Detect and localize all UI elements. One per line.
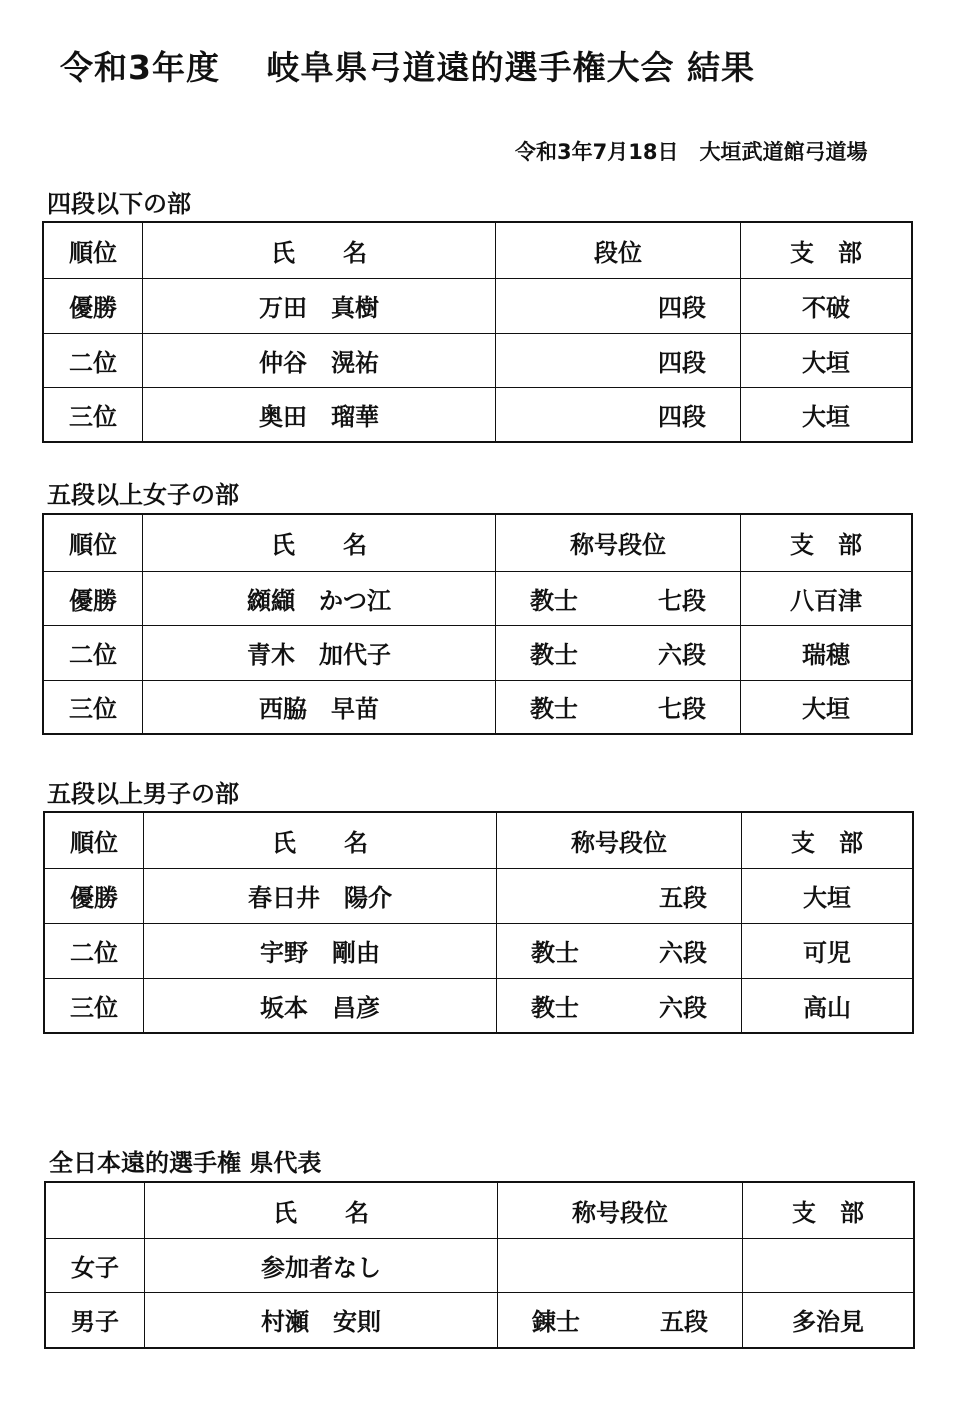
branch-cell bbox=[743, 1238, 915, 1292]
dan-value: 四段 bbox=[658, 402, 706, 431]
dan-cell bbox=[496, 278, 741, 333]
table-header-row bbox=[43, 222, 912, 278]
header-name: 氏 名 bbox=[144, 812, 497, 868]
section-title-dan5-men: 五段以上男子の部 bbox=[47, 780, 239, 808]
dan-cell bbox=[496, 333, 741, 387]
branch-cell: 八百津 bbox=[741, 571, 913, 625]
dan-value: 六段 bbox=[659, 993, 707, 1022]
rank-cell: 三位 bbox=[43, 387, 143, 442]
name-cell: 宇野 剛由 bbox=[144, 923, 497, 978]
name-cell: 坂本 昌彦 bbox=[144, 978, 497, 1033]
name-cell: 万田 真樹 bbox=[143, 278, 496, 333]
header-branch: 支 部 bbox=[742, 812, 914, 868]
title-dan-cell bbox=[498, 1238, 743, 1292]
header-title-dan: 称号段位 bbox=[496, 514, 741, 571]
category-cell: 女子 bbox=[45, 1238, 145, 1292]
title-value: 教士 bbox=[531, 939, 579, 967]
title-dan-cell bbox=[498, 1292, 743, 1348]
results-table-dan5-women bbox=[42, 513, 913, 735]
name-cell: 纐纈 かつ江 bbox=[143, 571, 496, 625]
dan-value: 五段 bbox=[659, 884, 707, 912]
header-rank: 順位 bbox=[44, 812, 144, 868]
name-cell: 奥田 瑠華 bbox=[143, 387, 496, 442]
table-row bbox=[45, 1292, 914, 1348]
title-value: 錬士 bbox=[532, 1308, 580, 1337]
dan-cell bbox=[496, 387, 741, 442]
section-title-all-japan-rep: 全日本遠的選手権 県代表 bbox=[49, 1149, 322, 1177]
section-title-dan4-below: 四段以下の部 bbox=[47, 190, 191, 218]
title-value: 教士 bbox=[530, 695, 578, 724]
table-row bbox=[43, 387, 912, 442]
name-cell: 春日井 陽介 bbox=[144, 868, 497, 923]
name-cell: 青木 加代子 bbox=[143, 625, 496, 680]
table-row bbox=[43, 680, 912, 734]
branch-cell: 高山 bbox=[742, 978, 914, 1033]
branch-cell: 可児 bbox=[742, 923, 914, 978]
header-name: 氏 名 bbox=[145, 1182, 498, 1238]
title-value: 教士 bbox=[530, 641, 578, 669]
table-row bbox=[43, 278, 912, 333]
table-row bbox=[43, 333, 912, 387]
table-row bbox=[43, 571, 912, 625]
rank-cell: 優勝 bbox=[43, 571, 143, 625]
category-cell: 男子 bbox=[45, 1292, 145, 1348]
branch-cell: 大垣 bbox=[741, 333, 913, 387]
table-row bbox=[44, 923, 913, 978]
branch-cell: 大垣 bbox=[741, 680, 913, 734]
header-branch: 支 部 bbox=[741, 222, 913, 278]
results-table-dan4-below bbox=[42, 221, 913, 443]
dan-value: 四段 bbox=[658, 294, 706, 322]
results-table-dan5-men bbox=[43, 811, 914, 1034]
dan-value: 七段 bbox=[658, 695, 706, 724]
table-header-row bbox=[44, 812, 913, 868]
table-row bbox=[45, 1238, 914, 1292]
section-title-dan5-women: 五段以上女子の部 bbox=[47, 481, 239, 509]
title-value: 教士 bbox=[530, 586, 578, 615]
rank-cell: 優勝 bbox=[43, 278, 143, 333]
table-header-row bbox=[45, 1182, 914, 1238]
name-cell: 村瀬 安則 bbox=[145, 1292, 498, 1348]
header-name: 氏 名 bbox=[143, 222, 496, 278]
title-dan-cell bbox=[496, 680, 741, 734]
header-dan: 段位 bbox=[496, 222, 741, 278]
branch-cell: 大垣 bbox=[742, 868, 914, 923]
branch-cell: 瑞穂 bbox=[741, 625, 913, 680]
title-value: 教士 bbox=[531, 993, 579, 1022]
header-title-dan: 称号段位 bbox=[498, 1182, 743, 1238]
table-row bbox=[43, 625, 912, 680]
table-row bbox=[44, 868, 913, 923]
rank-cell: 二位 bbox=[43, 625, 143, 680]
dan-value: 五段 bbox=[660, 1308, 708, 1337]
results-table-all-japan-rep bbox=[44, 1181, 915, 1349]
branch-cell: 不破 bbox=[741, 278, 913, 333]
dan-value: 四段 bbox=[658, 348, 706, 377]
table-header-row bbox=[43, 514, 912, 571]
dan-value: 七段 bbox=[658, 586, 706, 615]
branch-cell: 多治見 bbox=[743, 1292, 915, 1348]
header-empty bbox=[45, 1182, 145, 1238]
title-dan-cell bbox=[497, 978, 742, 1033]
date-venue: 令和3年7月18日 大垣武道館弓道場 bbox=[515, 140, 868, 164]
header-name: 氏 名 bbox=[143, 514, 496, 571]
header-branch: 支 部 bbox=[743, 1182, 915, 1238]
rank-cell: 優勝 bbox=[44, 868, 144, 923]
title-dan-cell bbox=[496, 571, 741, 625]
title-dan-cell bbox=[497, 868, 742, 923]
header-rank: 順位 bbox=[43, 514, 143, 571]
rank-cell: 三位 bbox=[44, 978, 144, 1033]
header-title-dan: 称号段位 bbox=[497, 812, 742, 868]
name-cell: 仲谷 滉祐 bbox=[143, 333, 496, 387]
rank-cell: 三位 bbox=[43, 680, 143, 734]
header-rank: 順位 bbox=[43, 222, 143, 278]
name-cell: 西脇 早苗 bbox=[143, 680, 496, 734]
branch-cell: 大垣 bbox=[741, 387, 913, 442]
page-title: 令和3年度 岐阜県弓道遠的選手権大会 結果 bbox=[60, 48, 755, 87]
dan-value: 六段 bbox=[659, 939, 707, 967]
rank-cell: 二位 bbox=[44, 923, 144, 978]
title-dan-cell bbox=[496, 625, 741, 680]
rank-cell: 二位 bbox=[43, 333, 143, 387]
title-dan-cell bbox=[497, 923, 742, 978]
dan-value: 六段 bbox=[658, 641, 706, 669]
header-branch: 支 部 bbox=[741, 514, 913, 571]
table-row bbox=[44, 978, 913, 1033]
name-cell: 参加者なし bbox=[145, 1238, 498, 1292]
